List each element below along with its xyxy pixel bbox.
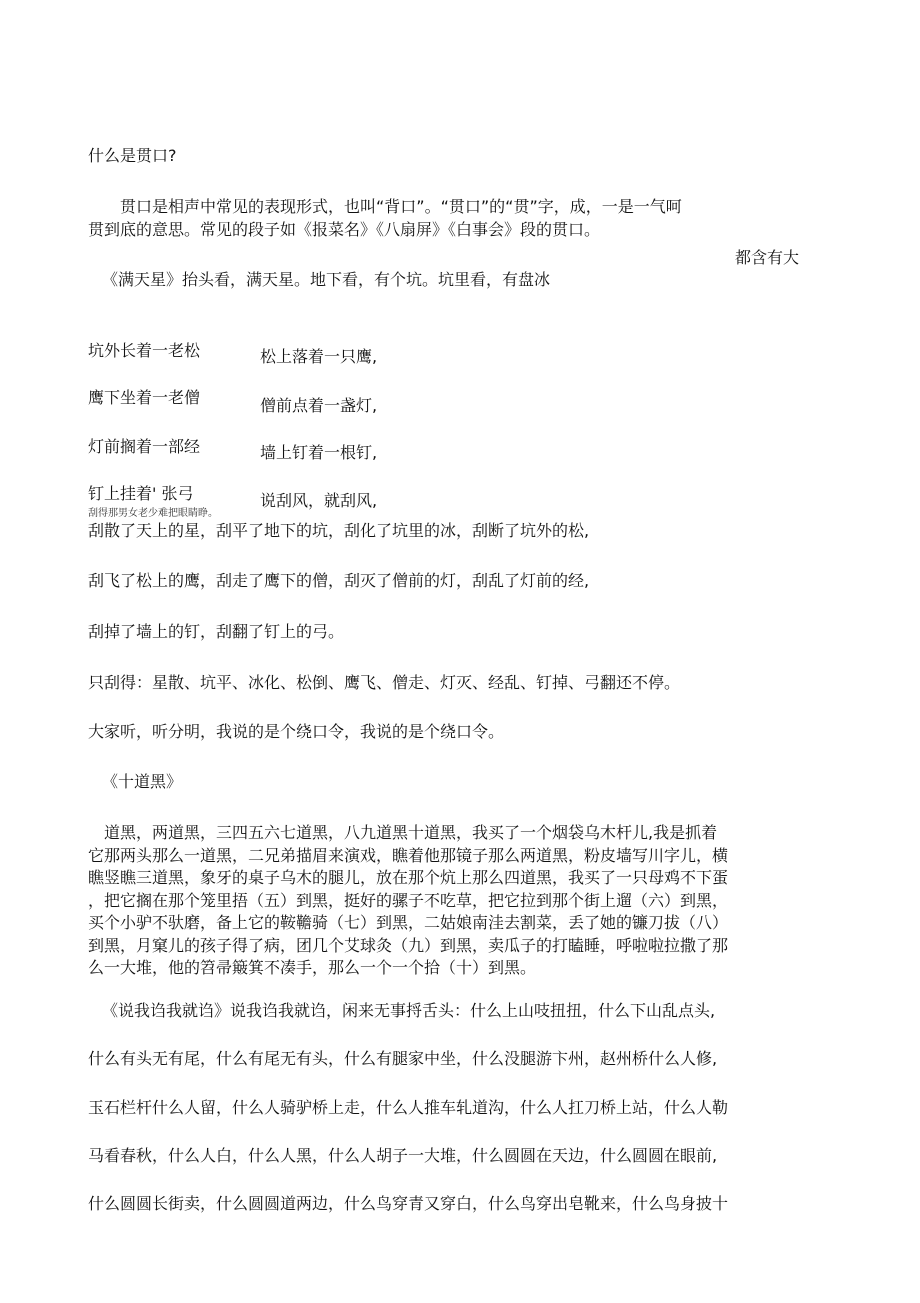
verse-line: 刮飞了松上的鹰，刮走了鹰下的僧，刮灭了僧前的灯，刮乱了灯前的经, bbox=[88, 571, 590, 590]
verse-right-line: 松上落着一只鹰, bbox=[260, 347, 378, 366]
intro-tail: 都含有大 bbox=[735, 248, 800, 267]
shidaohei-line: ，把它搁在那个笼里捂（五）到黑，挺好的骡子不吃草，把它拉到那个街上遛（六）到黑， bbox=[88, 890, 729, 910]
shuowo-line: 《说我诌我就诌》说我诌我就诌，闲来无事捋舌头：什么上山吱扭扭，什么下山乱点头, bbox=[102, 1001, 716, 1020]
page-heading: 什么是贯口? bbox=[88, 146, 177, 165]
intro-line: 贯到底的意思。常见的段子如《报菜名》《八扇屏》《白事会》段的贯口。 bbox=[88, 219, 601, 239]
shidaohei-line: 道黑，两道黑，三四五六七道黑，八九道黑十道黑，我买了一个烟袋乌木杆儿,我是抓着 bbox=[104, 823, 718, 842]
intro-line: 贯口是相声中常见的表现形式，也叫“背口”。“贯口”的“贯”字，成，一是一气呵 bbox=[120, 197, 682, 216]
verse-right-line: 说刮风，就刮风, bbox=[260, 491, 378, 510]
shidaohei-title: 《十道黑》 bbox=[102, 772, 183, 791]
shuowo-line: 什么圆圆长街卖，什么圆圆道两边，什么鸟穿青又穿白，什么鸟穿出皂靴来，什么鸟身披十 bbox=[88, 1194, 729, 1213]
verse-line: 刮掉了墙上的钉，刮翻了钉上的弓。 bbox=[88, 622, 345, 641]
shidaohei-line: 到黑，月窠儿的孩子得了病，团几个艾球灸（九）到黑，卖瓜子的打瞌睡，呼啦啦拉撒了那 bbox=[88, 935, 729, 955]
shidaohei-line: 瞧竖瞧三道黑，象牙的桌子乌木的腿儿，放在那个炕上那么四道黑，我买了一只母鸡不下蛋 bbox=[88, 868, 729, 887]
verse-left-line: 坑外长着一老松 bbox=[88, 341, 201, 360]
shuowo-line: 什么有头无有尾，什么有尾无有头，什么有腿家中坐，什么没腿游卞州，赵州桥什么人修, bbox=[88, 1049, 718, 1068]
shidaohei-line: 它那两头那么一道黑，二兄弟描眉来演戏，瞧着他那镜子那么两道黑，粉皮墙写川字儿，横 bbox=[88, 845, 729, 865]
mantianxing-title-line: 《满天星》抬头看，满天星。地下看，有个坑。坑里看，有盘冰 bbox=[102, 270, 551, 289]
shidaohei-line: 买个小驴不驮磨，备上它的鞍韂骑（七）到黑，二姑娘南洼去割菜，丢了她的镰刀拔（八） bbox=[88, 913, 729, 932]
verse-line: 只刮得：星散、坑平、冰化、松倒、鹰飞、僧走、灯灭、经乱、钉掉、弓翻还不停。 bbox=[88, 673, 681, 692]
verse-left-line: 钉上挂着' 张弓 bbox=[88, 484, 194, 503]
intro-paragraph bbox=[88, 196, 788, 241]
verse-line: 大家听，听分明，我说的是个绕口令，我说的是个绕口令。 bbox=[88, 722, 505, 741]
small-note: 刮得那男女老少难把眼睛睁。 bbox=[88, 508, 218, 519]
shuowo-line: 玉石栏杆什么人留，什么人骑驴桥上走，什么人推车轧道沟，什么人扛刀桥上站，什么人勒 bbox=[88, 1098, 729, 1117]
verse-left-line: 灯前搁着一部经 bbox=[88, 437, 201, 456]
shuowo-line: 马看春秋，什么人白，什么人黑，什么人胡子一大堆，什么圆圆在天边，什么圆圆在眼前, bbox=[88, 1146, 718, 1165]
shidaohei-paragraph bbox=[88, 822, 788, 980]
verse-line: 刮散了天上的星，刮平了地下的坑，刮化了坑里的冰，刮断了坑外的松, bbox=[88, 521, 590, 540]
verse-right-line: 墙上钉着一根钉, bbox=[260, 443, 378, 462]
verse-right-line: 僧前点着一盏灯, bbox=[260, 396, 378, 415]
shidaohei-line: 么一大堆，他的笤帚簸箕不凑手，那么一个一个拾（十）到黑。 bbox=[88, 958, 537, 977]
verse-left-line: 鹰下坐着一老僧 bbox=[88, 388, 201, 407]
